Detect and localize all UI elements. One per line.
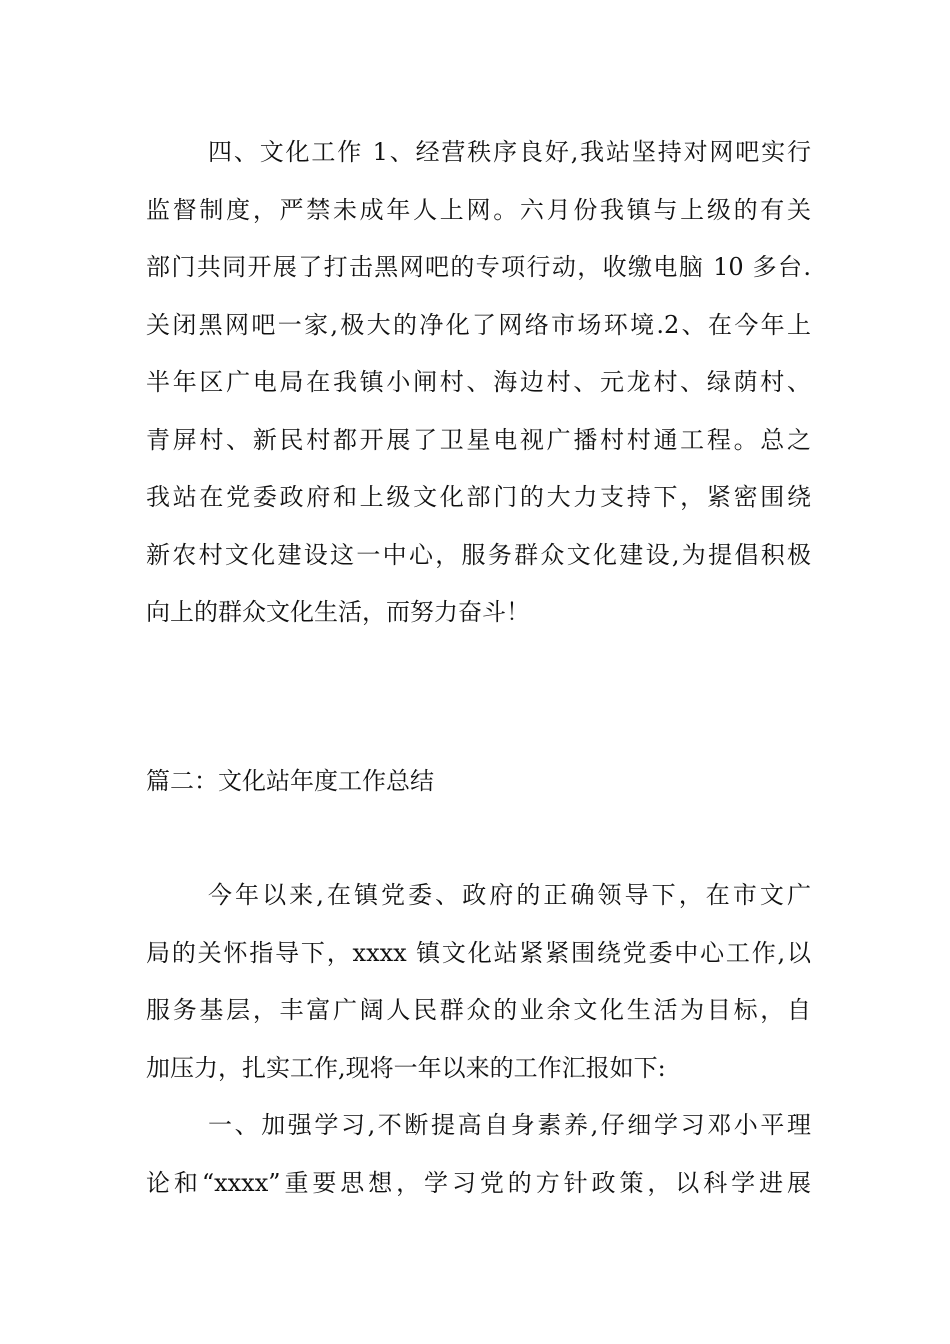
text-line: 一、加强学习,不断提高自身素养,仔细学习邓小平理 bbox=[208, 1111, 811, 1139]
text-line: 监督制度，严禁未成年人上网。六月份我镇与上级的有关 bbox=[146, 195, 811, 224]
paragraph-culture-work bbox=[146, 124, 811, 642]
text-line: 服务基层，丰富广阔人民群众的业余文化生活为目标，自 bbox=[146, 996, 811, 1024]
text-line: 局的关怀指导下，xxxx 镇文化站紧紧围绕党委中心工作,以 bbox=[146, 938, 811, 967]
text-line: 加压力，扎实工作,现将一年以来的工作汇报如下: bbox=[146, 1053, 666, 1082]
text-line: 新农村文化建设这一中心，服务群众文化建设,为提倡积极 bbox=[146, 540, 811, 569]
text-line: 我站在党委政府和上级文化部门的大力支持下，紧密围绕 bbox=[146, 483, 811, 511]
paragraph-introduction bbox=[146, 867, 811, 1097]
text-line: 半年区广电局在我镇小闸村、海边村、元龙村、绿荫村、 bbox=[146, 368, 811, 396]
heading-text: 篇二：文化站年度工作总结 bbox=[146, 767, 434, 795]
text-line: 论和“xxxx”重要思想，学习党的方针政策，以科学进展 bbox=[146, 1168, 811, 1197]
text-line: 关闭黑网吧一家,极大的净化了网络市场环境.2、在今年上 bbox=[146, 310, 811, 339]
section-heading bbox=[146, 753, 811, 811]
text-line: 青屏村、新民村都开展了卫星电视广播村村通工程。总之 bbox=[146, 425, 811, 454]
paragraph-study bbox=[146, 1097, 811, 1212]
text-line: 向上的群众文化生活，而努力奋斗！ bbox=[146, 598, 530, 626]
text-line: 今年以来,在镇党委、政府的正确领导下，在市文广 bbox=[208, 881, 811, 909]
text-line: 部门共同开展了打击黑网吧的专项行动，收缴电脑 10 多台. bbox=[146, 253, 811, 281]
text-line: 四、文化工作 1、经营秩序良好,我站坚持对网吧实行 bbox=[208, 138, 811, 166]
